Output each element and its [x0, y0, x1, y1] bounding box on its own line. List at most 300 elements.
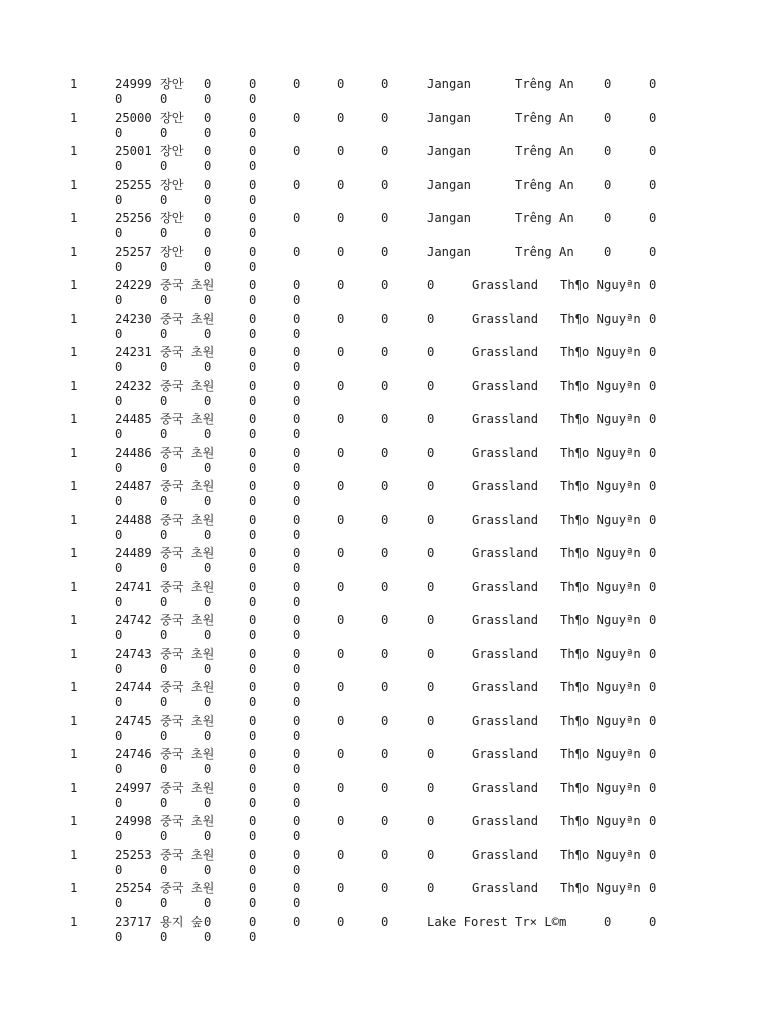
- table-row: [0, 312, 768, 344]
- cell: 0: [381, 177, 389, 192]
- cell: 0: [337, 680, 345, 694]
- cell: 0: [427, 814, 435, 828]
- cell: 0: [381, 914, 389, 929]
- cell-wrapped: 0: [115, 762, 123, 776]
- cell: 0: [427, 646, 435, 661]
- cell: 0: [649, 445, 657, 460]
- cell: 0: [649, 144, 657, 158]
- cell: 중국 초원: [160, 847, 215, 862]
- cell-wrapped: 0: [204, 695, 212, 709]
- cell: Jangan: [427, 77, 472, 91]
- cell: 0: [604, 144, 612, 158]
- table-row: [0, 613, 768, 645]
- cell-wrapped: 0: [249, 92, 257, 106]
- cell: 중국 초원: [160, 613, 215, 627]
- cell-wrapped: 0: [293, 762, 301, 776]
- cell: 장안: [160, 244, 184, 259]
- cell: 0: [293, 144, 301, 158]
- cell: Th¶o Nguyªn: [560, 445, 641, 460]
- table-row: [0, 881, 768, 913]
- cell: 0: [337, 345, 345, 359]
- cell: 0: [249, 847, 257, 862]
- cell-wrapped: 0: [204, 460, 212, 475]
- cell: 0: [381, 412, 389, 426]
- cell-wrapped: 0: [115, 929, 123, 944]
- cell: 0: [337, 847, 345, 862]
- cell: Grassland: [472, 445, 539, 460]
- cell: 1: [70, 177, 78, 192]
- cell: 0: [293, 546, 301, 560]
- cell-wrapped: 0: [115, 661, 123, 676]
- cell-wrapped: 0: [293, 896, 301, 910]
- cell: 0: [293, 914, 301, 929]
- cell: 중국 초원: [160, 646, 215, 661]
- cell: 0: [249, 378, 257, 393]
- cell-wrapped: 0: [160, 326, 168, 341]
- cell: Th¶o Nguyªn: [560, 613, 641, 627]
- cell-wrapped: 0: [204, 862, 212, 877]
- cell-wrapped: 0: [293, 795, 301, 810]
- cell-wrapped: 0: [293, 393, 301, 408]
- cell: 0: [249, 881, 257, 895]
- cell: Th¶o Nguyªn: [560, 713, 641, 728]
- cell: 0: [604, 211, 612, 225]
- cell-wrapped: 0: [249, 762, 257, 776]
- table-row: [0, 513, 768, 545]
- cell: 중국 초원: [160, 311, 215, 326]
- cell-wrapped: 0: [115, 527, 123, 542]
- cell: 1: [70, 211, 78, 225]
- cell: 0: [604, 77, 612, 91]
- cell: 24743: [115, 646, 152, 661]
- cell-wrapped: 0: [160, 159, 168, 173]
- cell: 0: [337, 177, 345, 192]
- cell: Th¶o Nguyªn: [560, 814, 641, 828]
- cell: 0: [293, 881, 301, 895]
- cell: 0: [649, 345, 657, 359]
- cell: 0: [293, 847, 301, 862]
- table-row: [0, 848, 768, 880]
- cell: 1: [70, 847, 78, 862]
- cell: 0: [381, 613, 389, 627]
- cell: Jangan: [427, 244, 472, 259]
- cell: 24742: [115, 613, 152, 627]
- cell: 중국 초원: [160, 579, 215, 594]
- cell-wrapped: 0: [293, 460, 301, 475]
- cell: Grassland: [472, 412, 539, 426]
- cell: 0: [204, 244, 212, 259]
- cell: Lake Forest: [427, 914, 508, 929]
- cell-wrapped: 0: [115, 427, 123, 441]
- cell-wrapped: 0: [115, 494, 123, 508]
- cell: 0: [337, 412, 345, 426]
- cell: 0: [381, 646, 389, 661]
- cell: 0: [293, 613, 301, 627]
- cell-wrapped: 0: [293, 360, 301, 374]
- cell: 24746: [115, 747, 152, 761]
- cell: 0: [249, 546, 257, 560]
- cell: 0: [337, 144, 345, 158]
- cell: 0: [381, 680, 389, 694]
- cell: 1: [70, 512, 78, 527]
- cell: 24488: [115, 512, 152, 527]
- cell: Th¶o Nguyªn: [560, 278, 641, 292]
- cell-wrapped: 0: [204, 929, 212, 944]
- cell-wrapped: 0: [160, 862, 168, 877]
- cell: 0: [381, 211, 389, 225]
- cell: 0: [249, 211, 257, 225]
- cell-wrapped: 0: [115, 92, 123, 106]
- cell-wrapped: 0: [160, 92, 168, 106]
- cell: 0: [293, 177, 301, 192]
- table-row: [0, 178, 768, 210]
- cell: 1: [70, 780, 78, 795]
- table-row: [0, 580, 768, 612]
- cell: 0: [649, 110, 657, 125]
- cell-wrapped: 0: [204, 527, 212, 542]
- cell: 0: [381, 780, 389, 795]
- cell: 1: [70, 345, 78, 359]
- cell: 0: [381, 378, 389, 393]
- cell: 0: [427, 613, 435, 627]
- cell: Jangan: [427, 177, 472, 192]
- cell: 0: [427, 780, 435, 795]
- cell: 24745: [115, 713, 152, 728]
- cell: 0: [649, 412, 657, 426]
- cell: Th¶o Nguyªn: [560, 546, 641, 560]
- cell: 0: [427, 546, 435, 560]
- cell-wrapped: 0: [249, 628, 257, 642]
- cell: Th¶o Nguyªn: [560, 378, 641, 393]
- cell-wrapped: 0: [115, 728, 123, 743]
- cell-wrapped: 0: [115, 695, 123, 709]
- cell-wrapped: 0: [160, 293, 168, 307]
- cell: 0: [427, 311, 435, 326]
- cell: 0: [293, 445, 301, 460]
- cell: 0: [427, 445, 435, 460]
- cell: 25001: [115, 144, 152, 158]
- cell: 24997: [115, 780, 152, 795]
- cell-wrapped: 0: [293, 293, 301, 307]
- cell-wrapped: 0: [204, 427, 212, 441]
- cell: 0: [337, 914, 345, 929]
- cell: 24486: [115, 445, 152, 460]
- cell: 0: [204, 914, 212, 929]
- cell: Jangan: [427, 110, 472, 125]
- cell-wrapped: 0: [204, 494, 212, 508]
- cell: 0: [381, 244, 389, 259]
- cell-wrapped: 0: [249, 695, 257, 709]
- cell: 0: [337, 278, 345, 292]
- cell: 25253: [115, 847, 152, 862]
- cell: 0: [293, 345, 301, 359]
- cell-wrapped: 0: [115, 125, 123, 140]
- cell: 0: [427, 881, 435, 895]
- cell-wrapped: 0: [249, 795, 257, 810]
- cell: Th¶o Nguyªn: [560, 680, 641, 694]
- table-row: [0, 345, 768, 377]
- cell: Grassland: [472, 278, 539, 292]
- cell: Trêng An: [515, 110, 574, 125]
- cell: 0: [427, 579, 435, 594]
- cell: 0: [427, 713, 435, 728]
- table-row: [0, 680, 768, 712]
- cell: 0: [293, 378, 301, 393]
- cell: 0: [337, 646, 345, 661]
- cell: Trêng An: [515, 77, 574, 91]
- cell: 0: [337, 445, 345, 460]
- cell: 0: [249, 278, 257, 292]
- cell: 0: [249, 780, 257, 795]
- cell-wrapped: 0: [160, 628, 168, 642]
- cell: 중국 초원: [160, 445, 215, 460]
- cell: 0: [337, 814, 345, 828]
- cell: 0: [249, 77, 257, 91]
- cell: 0: [249, 177, 257, 192]
- cell: 장안: [160, 177, 184, 192]
- cell: 0: [381, 445, 389, 460]
- cell: 0: [649, 77, 657, 91]
- cell: 장안: [160, 110, 184, 125]
- cell: 1: [70, 613, 78, 627]
- cell-wrapped: 0: [249, 460, 257, 475]
- cell: 24999: [115, 77, 152, 91]
- cell: Jangan: [427, 211, 472, 225]
- cell: Tr× L©m: [515, 914, 567, 929]
- cell: 1: [70, 244, 78, 259]
- table-row: [0, 278, 768, 310]
- cell: 0: [249, 680, 257, 694]
- cell-wrapped: 0: [115, 259, 123, 274]
- cell-wrapped: 0: [204, 594, 212, 609]
- cell-wrapped: 0: [204, 795, 212, 810]
- cell: 1: [70, 579, 78, 594]
- cell: 24231: [115, 345, 152, 359]
- table-row: [0, 546, 768, 578]
- cell: Trêng An: [515, 144, 574, 158]
- cell: 1: [70, 278, 78, 292]
- cell: 0: [649, 747, 657, 761]
- cell: 0: [427, 680, 435, 694]
- cell: 0: [649, 646, 657, 661]
- cell: 0: [337, 579, 345, 594]
- cell: 0: [337, 881, 345, 895]
- cell-wrapped: 0: [249, 293, 257, 307]
- cell: 0: [427, 479, 435, 493]
- cell-wrapped: 0: [160, 460, 168, 475]
- cell: 중국 초원: [160, 512, 215, 527]
- cell: Trêng An: [515, 211, 574, 225]
- cell: 0: [337, 77, 345, 91]
- cell: 1: [70, 914, 78, 929]
- cell-wrapped: 0: [293, 326, 301, 341]
- cell: 0: [649, 713, 657, 728]
- cell: 1: [70, 311, 78, 326]
- cell: 0: [249, 646, 257, 661]
- cell: 중국 초원: [160, 278, 215, 292]
- cell: Th¶o Nguyªn: [560, 881, 641, 895]
- cell-wrapped: 0: [160, 494, 168, 508]
- cell-wrapped: 0: [115, 293, 123, 307]
- cell: 0: [649, 378, 657, 393]
- cell: 0: [649, 579, 657, 594]
- cell: 24230: [115, 311, 152, 326]
- cell: 0: [249, 110, 257, 125]
- cell: 0: [381, 814, 389, 828]
- cell-wrapped: 0: [160, 192, 168, 207]
- cell: 24741: [115, 579, 152, 594]
- cell-wrapped: 0: [249, 494, 257, 508]
- cell: 1: [70, 77, 78, 91]
- cell: 0: [337, 780, 345, 795]
- cell-wrapped: 0: [249, 594, 257, 609]
- cell: 중국 초원: [160, 881, 215, 895]
- cell: Th¶o Nguyªn: [560, 345, 641, 359]
- cell: 0: [293, 244, 301, 259]
- cell: 0: [649, 780, 657, 795]
- cell: 0: [293, 278, 301, 292]
- cell-wrapped: 0: [160, 728, 168, 743]
- cell: Grassland: [472, 512, 539, 527]
- cell-wrapped: 0: [204, 192, 212, 207]
- cell: 0: [249, 445, 257, 460]
- table-row: [0, 412, 768, 444]
- cell-wrapped: 0: [204, 92, 212, 106]
- cell: 0: [293, 646, 301, 661]
- cell-wrapped: 0: [293, 427, 301, 441]
- cell-wrapped: 0: [160, 829, 168, 843]
- cell: 0: [649, 512, 657, 527]
- table-row: [0, 144, 768, 176]
- cell-wrapped: 0: [160, 561, 168, 575]
- cell: 0: [381, 512, 389, 527]
- cell: 중국 초원: [160, 713, 215, 728]
- cell-wrapped: 0: [249, 226, 257, 240]
- table-row: [0, 111, 768, 143]
- cell-wrapped: 0: [160, 695, 168, 709]
- cell: 0: [337, 110, 345, 125]
- cell-wrapped: 0: [160, 795, 168, 810]
- cell-wrapped: 0: [204, 360, 212, 374]
- cell: 1: [70, 378, 78, 393]
- cell-wrapped: 0: [204, 259, 212, 274]
- cell-wrapped: 0: [204, 896, 212, 910]
- cell: 0: [204, 211, 212, 225]
- cell-wrapped: 0: [249, 192, 257, 207]
- cell: Grassland: [472, 847, 539, 862]
- cell: 중국 초원: [160, 747, 215, 761]
- cell: 0: [604, 177, 612, 192]
- cell: 장안: [160, 144, 184, 158]
- cell: Th¶o Nguyªn: [560, 311, 641, 326]
- cell: 0: [249, 747, 257, 761]
- cell-wrapped: 0: [204, 293, 212, 307]
- cell: 1: [70, 412, 78, 426]
- cell-wrapped: 0: [160, 125, 168, 140]
- cell-wrapped: 0: [160, 527, 168, 542]
- cell: 0: [649, 814, 657, 828]
- cell-wrapped: 0: [160, 226, 168, 240]
- cell: 장안: [160, 211, 184, 225]
- table-row: [0, 747, 768, 779]
- cell-wrapped: 0: [249, 360, 257, 374]
- cell: 0: [249, 412, 257, 426]
- cell-wrapped: 0: [160, 393, 168, 408]
- cell: 1: [70, 110, 78, 125]
- cell: 1: [70, 814, 78, 828]
- cell: 1: [70, 881, 78, 895]
- cell: 중국 초원: [160, 345, 215, 359]
- cell-wrapped: 0: [249, 728, 257, 743]
- cell: 0: [293, 680, 301, 694]
- table-row: [0, 814, 768, 846]
- cell: Grassland: [472, 747, 539, 761]
- cell-wrapped: 0: [115, 795, 123, 810]
- cell: Th¶o Nguyªn: [560, 747, 641, 761]
- cell: 0: [381, 546, 389, 560]
- cell-wrapped: 0: [115, 393, 123, 408]
- cell: Th¶o Nguyªn: [560, 412, 641, 426]
- cell: 1: [70, 747, 78, 761]
- cell: Grassland: [472, 881, 539, 895]
- cell-wrapped: 0: [293, 628, 301, 642]
- cell-wrapped: 0: [204, 393, 212, 408]
- cell: 24489: [115, 546, 152, 560]
- cell-wrapped: 0: [204, 125, 212, 140]
- cell: Grassland: [472, 311, 539, 326]
- table-row: [0, 479, 768, 511]
- table-row: [0, 781, 768, 813]
- cell: Grassland: [472, 780, 539, 795]
- cell: 0: [427, 847, 435, 862]
- cell: 24229: [115, 278, 152, 292]
- cell: Grassland: [472, 579, 539, 594]
- cell: 0: [249, 713, 257, 728]
- cell: 중국 초원: [160, 680, 215, 694]
- cell: Grassland: [472, 814, 539, 828]
- cell: 0: [337, 211, 345, 225]
- cell: 25255: [115, 177, 152, 192]
- cell-wrapped: 0: [115, 360, 123, 374]
- cell: 25256: [115, 211, 152, 225]
- cell: 중국 초원: [160, 412, 215, 426]
- cell: 중국 초원: [160, 546, 215, 560]
- cell-wrapped: 0: [115, 159, 123, 173]
- cell-wrapped: 0: [249, 896, 257, 910]
- cell: 24487: [115, 479, 152, 493]
- cell: 24998: [115, 814, 152, 828]
- cell: 0: [204, 77, 212, 91]
- cell: 0: [649, 613, 657, 627]
- cell: 0: [381, 579, 389, 594]
- cell: 0: [649, 278, 657, 292]
- cell: 0: [249, 512, 257, 527]
- cell: 중국 초원: [160, 814, 215, 828]
- cell: 0: [249, 479, 257, 493]
- cell-wrapped: 0: [249, 393, 257, 408]
- cell: 0: [381, 345, 389, 359]
- cell: 0: [204, 144, 212, 158]
- cell: 0: [381, 77, 389, 91]
- cell: 1: [70, 144, 78, 158]
- cell-wrapped: 0: [293, 561, 301, 575]
- cell: Trêng An: [515, 177, 574, 192]
- cell: Th¶o Nguyªn: [560, 579, 641, 594]
- cell: 25257: [115, 244, 152, 259]
- cell: 0: [381, 747, 389, 761]
- cell: 장안: [160, 77, 184, 91]
- cell: 중국 초원: [160, 479, 215, 493]
